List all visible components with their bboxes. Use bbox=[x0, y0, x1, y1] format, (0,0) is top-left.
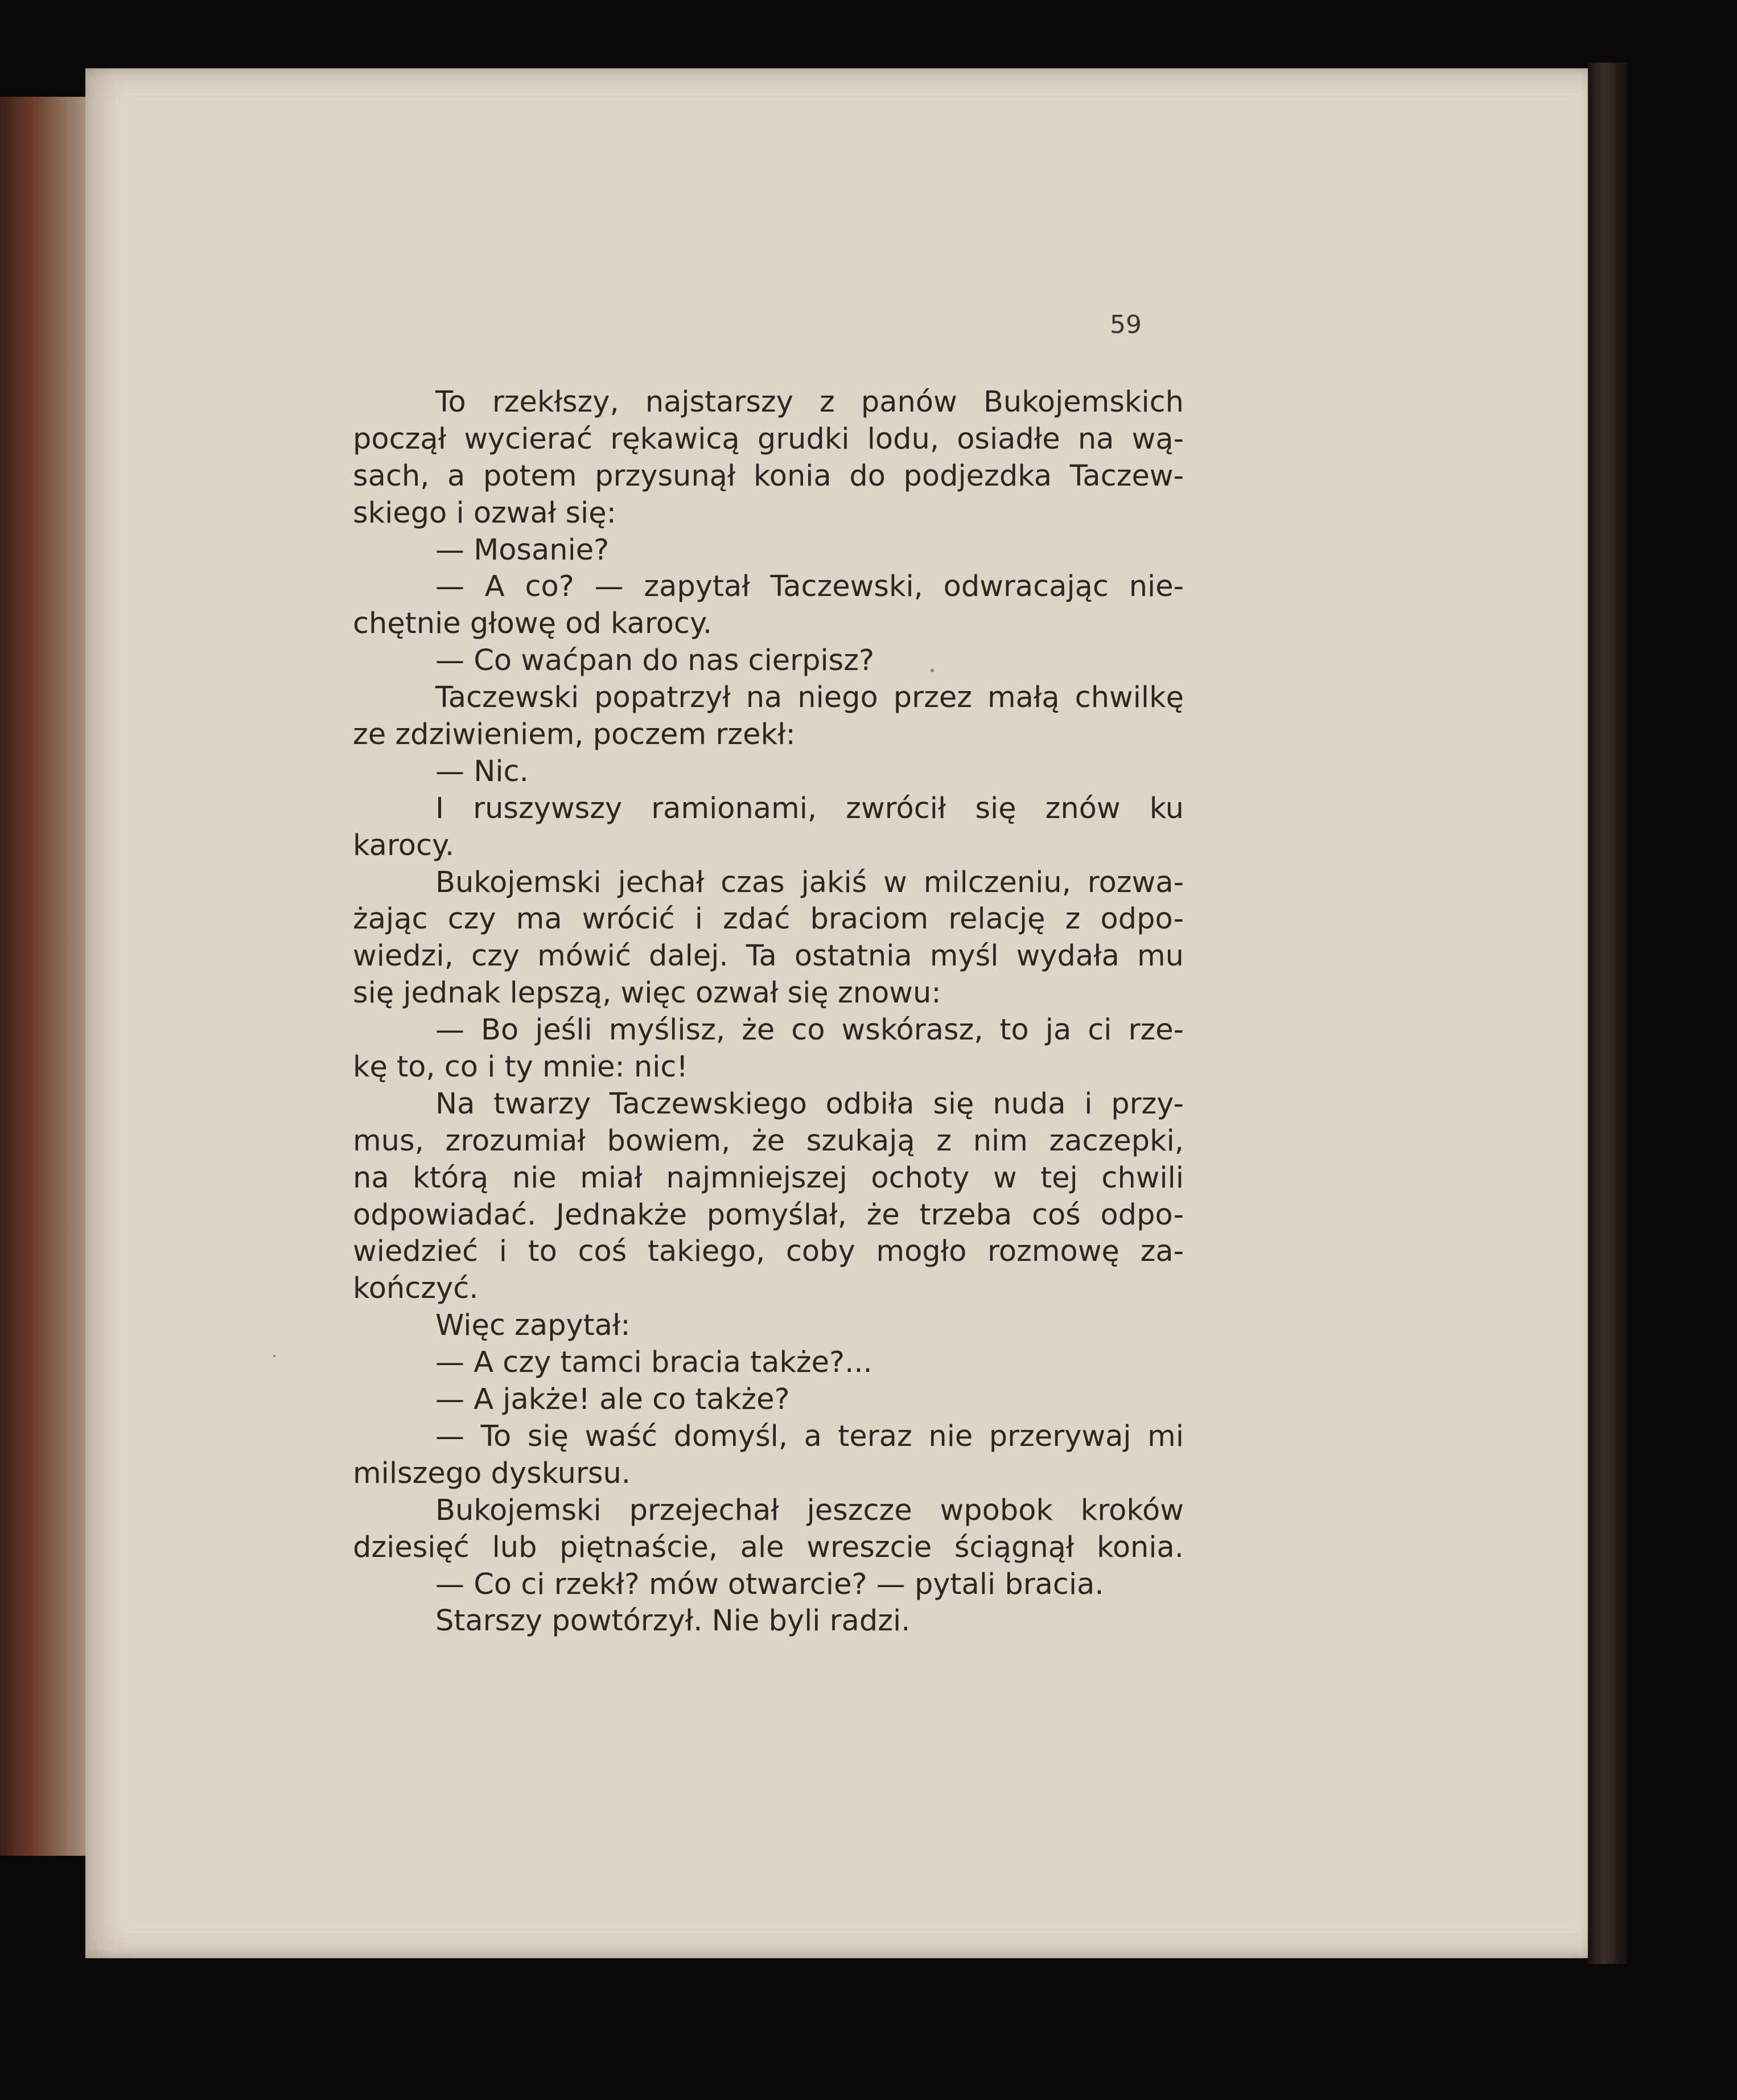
text-line: — Co waćpan do nas cierpisz? bbox=[435, 644, 875, 678]
text-line: odpowiadać. Jednakże pomyślał, że trzeba coś odpo- bbox=[353, 1198, 1184, 1232]
text-line: Taczewski popatrzył na niego przez małą chwilkę bbox=[435, 681, 1184, 715]
text-line: dziesięć lub piętnaście, ale wreszcie ściągnął konia. bbox=[353, 1530, 1184, 1564]
text-line: — A jakże! ale co także? bbox=[435, 1383, 790, 1417]
text-line: karocy. bbox=[353, 828, 455, 862]
text-line: chętnie głowę od karocy. bbox=[353, 607, 713, 641]
text-line: sach, a potem przysunął konia do podjezdka Taczew- bbox=[353, 459, 1184, 493]
text-line: Starszy powtórzył. Nie byli radzi. bbox=[435, 1604, 911, 1638]
text-line: — Co ci rzekł? mów otwarcie? — pytali bracia. bbox=[435, 1567, 1104, 1601]
text-line: I ruszywszy ramionami, zwrócił się znów ku bbox=[435, 791, 1184, 825]
text-line: kę to, co i ty mnie: nic! bbox=[353, 1050, 688, 1084]
page-edge bbox=[1588, 63, 1628, 1964]
text-line: To rzekłszy, najstarszy z panów Bukojemskich bbox=[435, 385, 1184, 419]
body-text bbox=[353, 384, 1184, 1640]
text-line: wiedzieć i to coś takiego, coby mogło rozmowę za- bbox=[353, 1235, 1184, 1269]
paper-speck bbox=[273, 1355, 275, 1357]
text-line: mus, zrozumiał bowiem, że szukają z nim zaczepki, bbox=[353, 1124, 1184, 1158]
text-line: Na twarzy Taczewskiego odbiła się nuda i przy- bbox=[435, 1087, 1184, 1121]
text-line: — To się waść domyśl, a teraz nie przerywaj mi bbox=[435, 1419, 1184, 1453]
text-line: kończyć. bbox=[353, 1272, 479, 1306]
text-line: Bukojemski jechał czas jakiś w milczeniu, rozwa- bbox=[435, 865, 1184, 899]
text-line: ze zdziwieniem, poczem rzekł: bbox=[353, 718, 796, 752]
text-line: — A czy tamci bracia także?... bbox=[435, 1346, 872, 1380]
page-number: 59 bbox=[1110, 310, 1142, 339]
text-line: na którą nie miał najmniejszej ochoty w tej chwili bbox=[353, 1161, 1184, 1195]
text-line: żając czy ma wrócić i zdać braciom relację z odpo- bbox=[353, 902, 1184, 936]
text-line: Więc zapytał: bbox=[435, 1309, 631, 1343]
text-line: — Mosanie? bbox=[435, 533, 610, 567]
text-line: — Nic. bbox=[435, 754, 529, 788]
text-line: począł wycierać rękawicą grudki lodu, osiadłe na wą- bbox=[353, 422, 1184, 456]
text-line: wiedzi, czy mówić dalej. Ta ostatnia myśl wydała mu bbox=[353, 939, 1184, 973]
text-line: — Bo jeśli myślisz, że co wskórasz, to ja ci rze- bbox=[435, 1013, 1184, 1047]
text-line: milszego dyskursu. bbox=[353, 1456, 631, 1490]
text-line: — A co? — zapytał Taczewski, odwracając nie- bbox=[435, 570, 1184, 604]
text-line: Bukojemski przejechał jeszcze wpobok kroków bbox=[435, 1493, 1184, 1527]
text-line: się jednak lepszą, więc ozwał się znowu: bbox=[353, 976, 941, 1010]
text-line: skiego i ozwał się: bbox=[353, 496, 616, 530]
